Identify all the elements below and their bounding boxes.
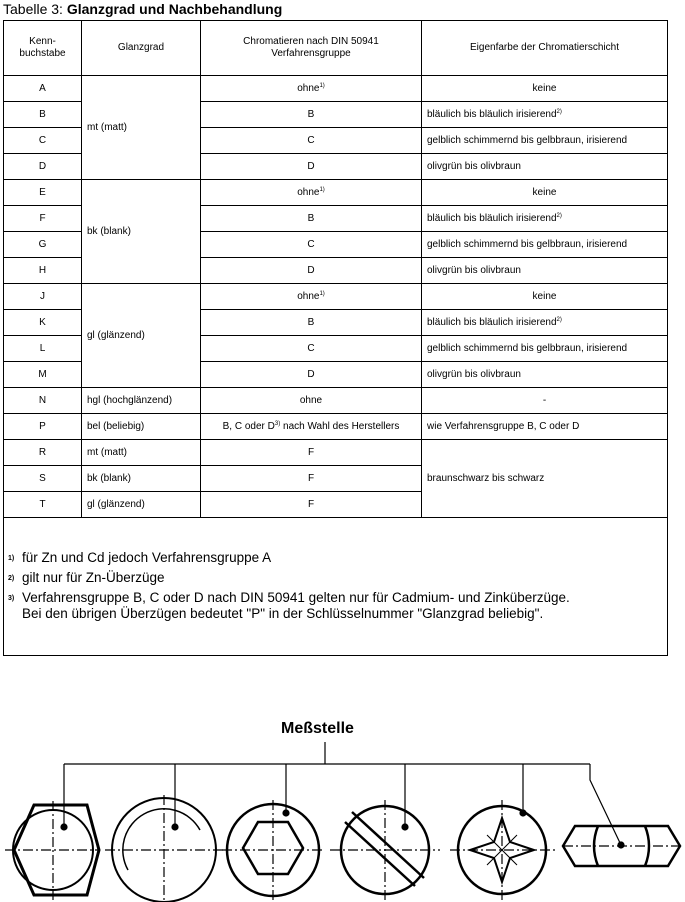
verfahren-cell: ohne$^{1)}$: [201, 284, 422, 310]
table-row: [4, 414, 668, 440]
verfahren-cell: B: [201, 102, 422, 128]
eigenfarbe-cell: gelblich schimmernd bis gelbbraun, irisierend: [422, 128, 668, 154]
verfahren-cell: B: [201, 206, 422, 232]
kenn-cell: B: [4, 102, 82, 128]
glanzgrad-cell: hgl (hochglänzend): [82, 388, 201, 414]
table-title: Tabelle 3: Glanzgrad und Nachbehandlung: [3, 1, 283, 17]
verfahren-cell: F: [201, 466, 422, 492]
table-header-row: [4, 21, 668, 76]
table-row: [4, 440, 668, 466]
kenn-cell: T: [4, 492, 82, 518]
eigenfarbe-cell: keine: [422, 284, 668, 310]
eigenfarbe-cell: bläulich bis bläulich irisierend$^{2)}$: [422, 102, 668, 128]
footnote-mark: 1): [8, 555, 15, 562]
footnotes: [4, 518, 668, 656]
verfahren-cell: C: [201, 336, 422, 362]
footnote: [4, 590, 667, 622]
eigenfarbe-cell: bläulich bis bläulich irisierend$^{2)}$: [422, 310, 668, 336]
verfahren-cell: D: [201, 258, 422, 284]
kenn-cell: H: [4, 258, 82, 284]
eigenfarbe-cell: -: [422, 388, 668, 414]
verfahren-cell: ohne$^{1)}$: [201, 76, 422, 102]
kenn-cell: R: [4, 440, 82, 466]
footnote-text: gilt nur für Zn-Überzüge: [22, 570, 165, 585]
eigenfarbe-cell: keine: [422, 180, 668, 206]
round-head-icon: [105, 795, 223, 902]
measurement-label: Meßstelle: [281, 720, 354, 737]
verfahren-cell: C: [201, 128, 422, 154]
slotted-head-icon: [330, 800, 440, 900]
hex-nut-side-icon: [563, 826, 680, 866]
verfahren-cell: B, C oder $D^{3)}$ nach Wahl des Herstellers: [201, 414, 422, 440]
eigenfarbe-cell: wie Verfahrensgruppe B, C oder D: [422, 414, 668, 440]
kenn-cell: S: [4, 466, 82, 492]
header-chrom: Chromatieren nach DIN 50941 Verfahrensgruppe: [201, 21, 422, 76]
verfahren-cell: C: [201, 232, 422, 258]
hex-socket-icon: [222, 800, 325, 900]
kenn-cell: L: [4, 336, 82, 362]
kenn-cell: E: [4, 180, 82, 206]
eigenfarbe-cell: olivgrün bis olivbraun: [422, 258, 668, 284]
verfahren-cell: ohne: [201, 388, 422, 414]
glanzgrad-cell: bk (blank): [82, 466, 201, 492]
hex-head-icon: [5, 801, 100, 900]
header-eigen: Eigenfarbe der Chromatierschicht: [422, 21, 668, 76]
verfahren-cell: F: [201, 440, 422, 466]
glanzgrad-cell: gl (glänzend): [82, 492, 201, 518]
kenn-cell: G: [4, 232, 82, 258]
eigenfarbe-cell: bläulich bis bläulich irisierend$^{2)}$: [422, 206, 668, 232]
eigenfarbe-cell: gelblich schimmernd bis gelbbraun, irisierend: [422, 232, 668, 258]
kenn-cell: D: [4, 154, 82, 180]
kenn-cell: F: [4, 206, 82, 232]
table-row: [4, 76, 668, 102]
verfahren-cell: F: [201, 492, 422, 518]
eigenfarbe-cell: olivgrün bis olivbraun: [422, 154, 668, 180]
eigenfarbe-cell: braunschwarz bis schwarz: [422, 440, 668, 518]
glanzgrad-cell: mt (matt): [82, 76, 201, 180]
eigenfarbe-cell: keine: [422, 76, 668, 102]
glanzgrad-cell: bk (blank): [82, 180, 201, 284]
kenn-cell: N: [4, 388, 82, 414]
table-row: [4, 284, 668, 310]
footnote-text: Verfahrensgruppe B, C oder D nach DIN 50941 gelten nur für Cadmium- und Zinküberzüge. Bei den übrigen Überzügen bedeutet "P" in der Schlüsselnummer "Glanzgrad beliebig".: [22, 590, 570, 621]
footnote-text: für Zn und Cd jedoch Verfahrensgruppe A: [22, 550, 272, 565]
kenn-cell: A: [4, 76, 82, 102]
cross-recess-icon: [450, 800, 556, 900]
kenn-cell: K: [4, 310, 82, 336]
footnote-mark: 3): [8, 595, 15, 602]
verfahren-cell: ohne$^{1)}$: [201, 180, 422, 206]
verfahren-cell: D: [201, 154, 422, 180]
table-row: [4, 180, 668, 206]
header-glanz: Glanzgrad: [82, 21, 201, 76]
kenn-cell: M: [4, 362, 82, 388]
kenn-cell: C: [4, 128, 82, 154]
eigenfarbe-cell: gelblich schimmernd bis gelbbraun, irisierend: [422, 336, 668, 362]
footnote: [4, 570, 667, 586]
footnote: [4, 550, 667, 566]
glanzgrad-cell: bel (beliebig): [82, 414, 201, 440]
kenn-cell: J: [4, 284, 82, 310]
measurement-diagram: [0, 700, 685, 902]
glanzgrad-cell: mt (matt): [82, 440, 201, 466]
verfahren-cell: B: [201, 310, 422, 336]
footnote-mark: 2): [8, 575, 15, 582]
glanzgrad-cell: gl (glänzend): [82, 284, 201, 388]
verfahren-cell: D: [201, 362, 422, 388]
kenn-cell: P: [4, 414, 82, 440]
header-kenn: Kenn- buchstabe: [4, 21, 82, 76]
gloss-table: [3, 20, 668, 656]
eigenfarbe-cell: olivgrün bis olivbraun: [422, 362, 668, 388]
table-row: [4, 388, 668, 414]
